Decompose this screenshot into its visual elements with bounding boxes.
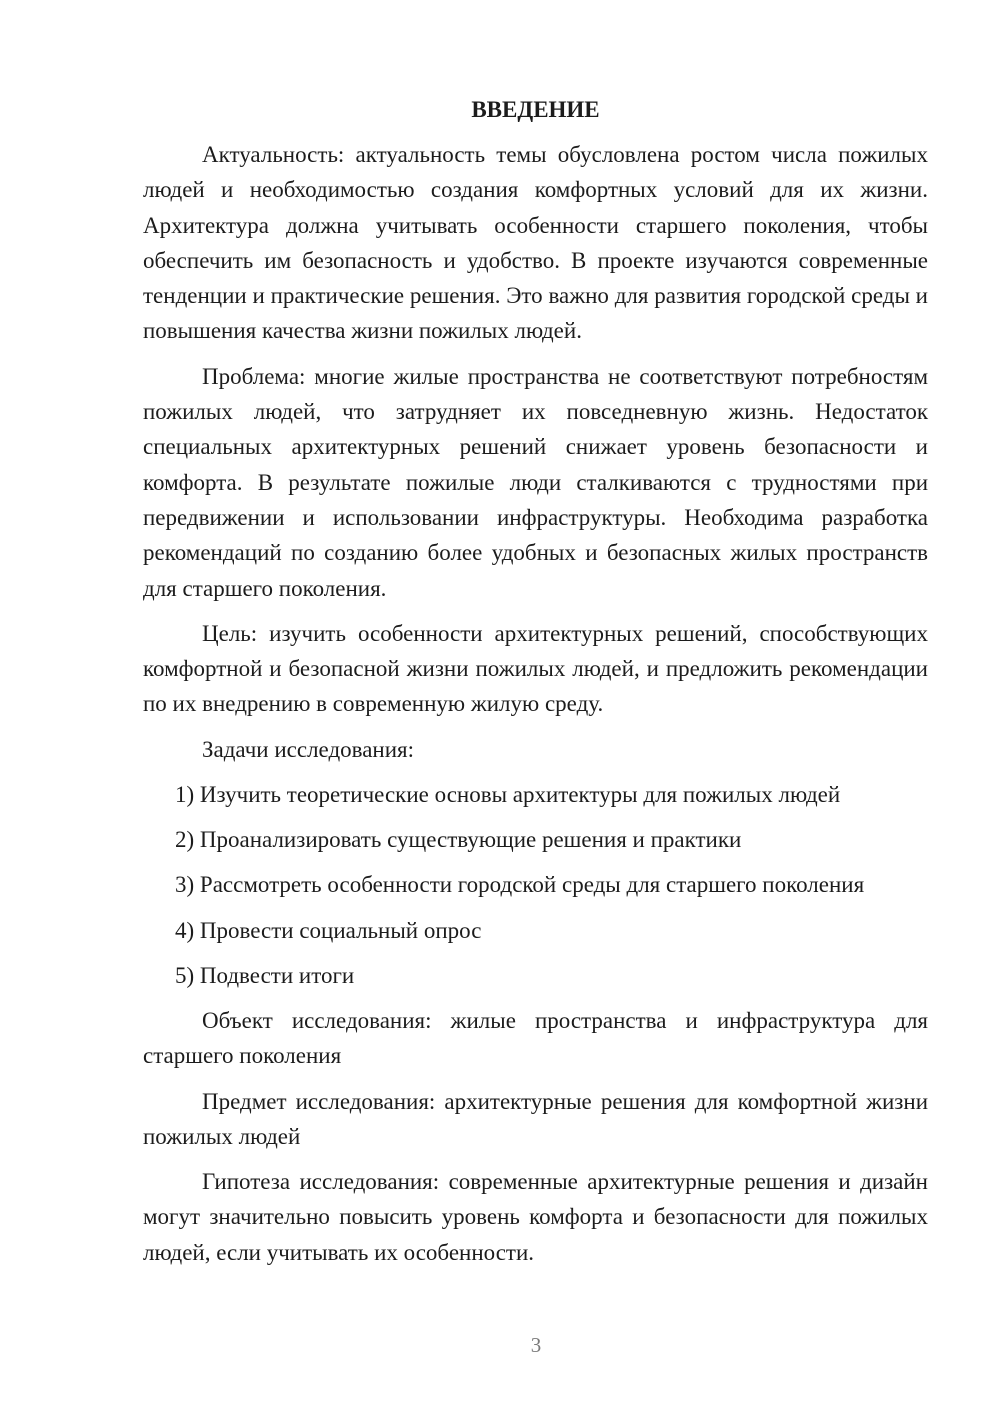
tasks-heading: Задачи исследования: <box>202 736 415 762</box>
goal-paragraph: Цель: изучить особенности архитектурных решений, способствующих комфортной и безопасной жизни пожилых людей, и предложить рекомендации по их внедрению в современную жилую среду. <box>143 620 928 717</box>
relevance-paragraph: Актуальность: актуальность темы обусловлена ростом числа пожилых людей и необходимостью создания комфортных условий для их жизни. Архитектура должна учитывать особенности старшего поколения, чтобы обеспечить им безопасность и удобство. В проекте изучаются современные тенденции и практические решения. Это важно для развития городской среды и повышения качества жизни пожилых людей. <box>143 142 928 344</box>
subject-paragraph: Предмет исследования: архитектурные решения для комфортной жизни пожилых людей <box>143 1088 928 1149</box>
hypothesis-paragraph: Гипотеза исследования: современные архитектурные решения и дизайн могут значительно повысить уровень комфорта и безопасности для пожилых людей, если учитывать их особенности. <box>143 1169 928 1265</box>
list-item: 3) Рассмотреть особенности городской среды для старшего поколения <box>175 872 865 898</box>
list-item: 5) Подвести итоги <box>175 962 355 988</box>
object-paragraph: Объект исследования: жилые пространства и инфраструктура для старшего поколения <box>143 1007 928 1069</box>
page-content <box>143 92 928 1280</box>
list-item: 2) Проанализировать существующие решения и практики <box>175 827 742 853</box>
page-number: 3 <box>530 1333 542 1357</box>
list-item: 4) Провести социальный опрос <box>175 917 482 943</box>
problem-paragraph: Проблема: многие жилые пространства не соответствуют потребностям пожилых людей, что затрудняет их повседневную жизнь. Недостаток специальных архитектурных решений снижает уровень безопасности и комфорта. В результате пожилые люди сталкиваются с трудностями при передвижении и использовании инфраструктуры. Необходима разработка рекомендаций по созданию более удобных и безопасных жилых пространств для старшего поколения. <box>143 363 928 601</box>
tasks-list <box>143 777 928 993</box>
list-item: 1) Изучить теоретические основы архитектуры для пожилых людей <box>175 782 841 808</box>
page-title: ВВЕДЕНИЕ <box>471 97 600 122</box>
